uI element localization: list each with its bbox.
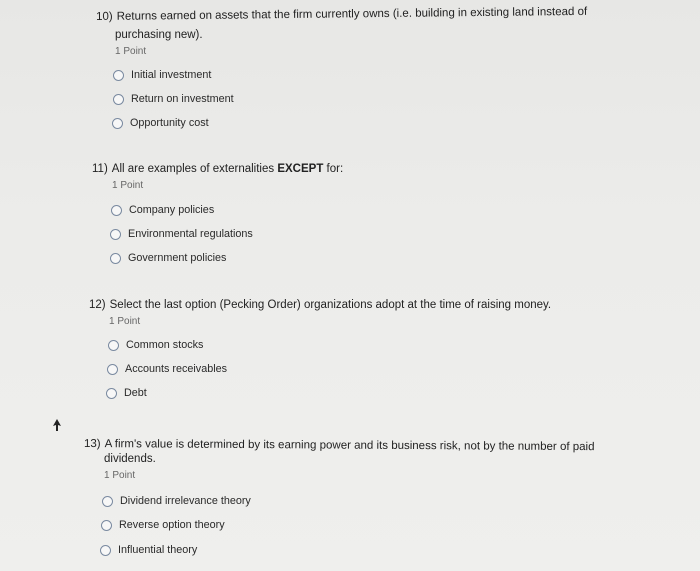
question-12-option-1[interactable] [108, 337, 203, 353]
question-11-text-bold: EXCEPT [277, 163, 324, 175]
radio-button[interactable] [106, 388, 117, 399]
question-12-option-2[interactable] [107, 361, 227, 377]
option-label: Opportunity cost [130, 117, 209, 129]
option-label: Common stocks [126, 339, 204, 351]
option-label: Reverse option theory [119, 519, 225, 531]
question-13-option-2[interactable] [101, 517, 225, 533]
question-13-option-1[interactable] [102, 493, 251, 509]
question-12-text [89, 298, 551, 313]
question-11-option-3[interactable] [110, 250, 226, 266]
option-label: Accounts receivables [125, 363, 228, 375]
mouse-pointer-icon [52, 419, 62, 431]
question-10-number: 10) [96, 10, 113, 23]
question-11-option-1[interactable] [111, 202, 214, 218]
question-10-option-3[interactable] [112, 115, 209, 131]
option-label: Government policies [128, 252, 227, 264]
question-11-option-2[interactable] [110, 226, 253, 242]
question-12-points: 1 Point [109, 316, 141, 327]
question-13-option-3[interactable] [100, 542, 197, 558]
radio-button[interactable] [108, 340, 119, 351]
question-11-points: 1 Point [112, 180, 144, 191]
question-10-text [96, 5, 587, 25]
question-10-points: 1 Point [115, 46, 147, 57]
radio-button[interactable] [112, 118, 123, 129]
question-10-option-2[interactable] [113, 91, 234, 107]
question-13-points: 1 Point [104, 470, 136, 481]
question-11-text-post: for: [323, 163, 344, 175]
option-label: Influential theory [118, 544, 198, 556]
question-11-text [92, 162, 343, 177]
question-12-number: 12) [89, 299, 106, 311]
option-label: Company policies [129, 204, 215, 216]
option-label: Dividend irrelevance theory [120, 495, 251, 507]
question-13-line1: A firm's value is determined by its earning power and its business risk, not by the number of paid [104, 438, 595, 454]
radio-button[interactable] [107, 364, 118, 375]
question-11-text-pre: All are examples of externalities [111, 163, 278, 175]
question-12-option-3[interactable] [106, 385, 147, 401]
question-11-number: 11) [92, 163, 108, 175]
option-label: Initial investment [131, 69, 212, 81]
question-10-line1: Returns earned on assets that the firm currently owns (i.e. building in existing land instead of [116, 5, 588, 23]
radio-button[interactable] [100, 545, 111, 556]
question-10-option-1[interactable] [113, 67, 211, 83]
question-10-line2: purchasing new). [115, 29, 203, 41]
option-label: Environmental regulations [128, 228, 253, 240]
question-13-text [84, 437, 595, 455]
radio-button[interactable] [111, 205, 122, 216]
radio-button[interactable] [101, 520, 112, 531]
question-12-line1: Select the last option (Pecking Order) organizations adopt at the time of raising money. [109, 299, 552, 311]
option-label: Return on investment [131, 93, 234, 105]
radio-button[interactable] [110, 253, 121, 264]
radio-button[interactable] [113, 70, 124, 81]
question-13-number: 13) [83, 437, 101, 451]
question-13-line2: dividends. [104, 453, 156, 465]
radio-button[interactable] [110, 229, 121, 240]
radio-button[interactable] [113, 94, 124, 105]
radio-button[interactable] [102, 496, 113, 507]
option-label: Debt [124, 387, 147, 399]
